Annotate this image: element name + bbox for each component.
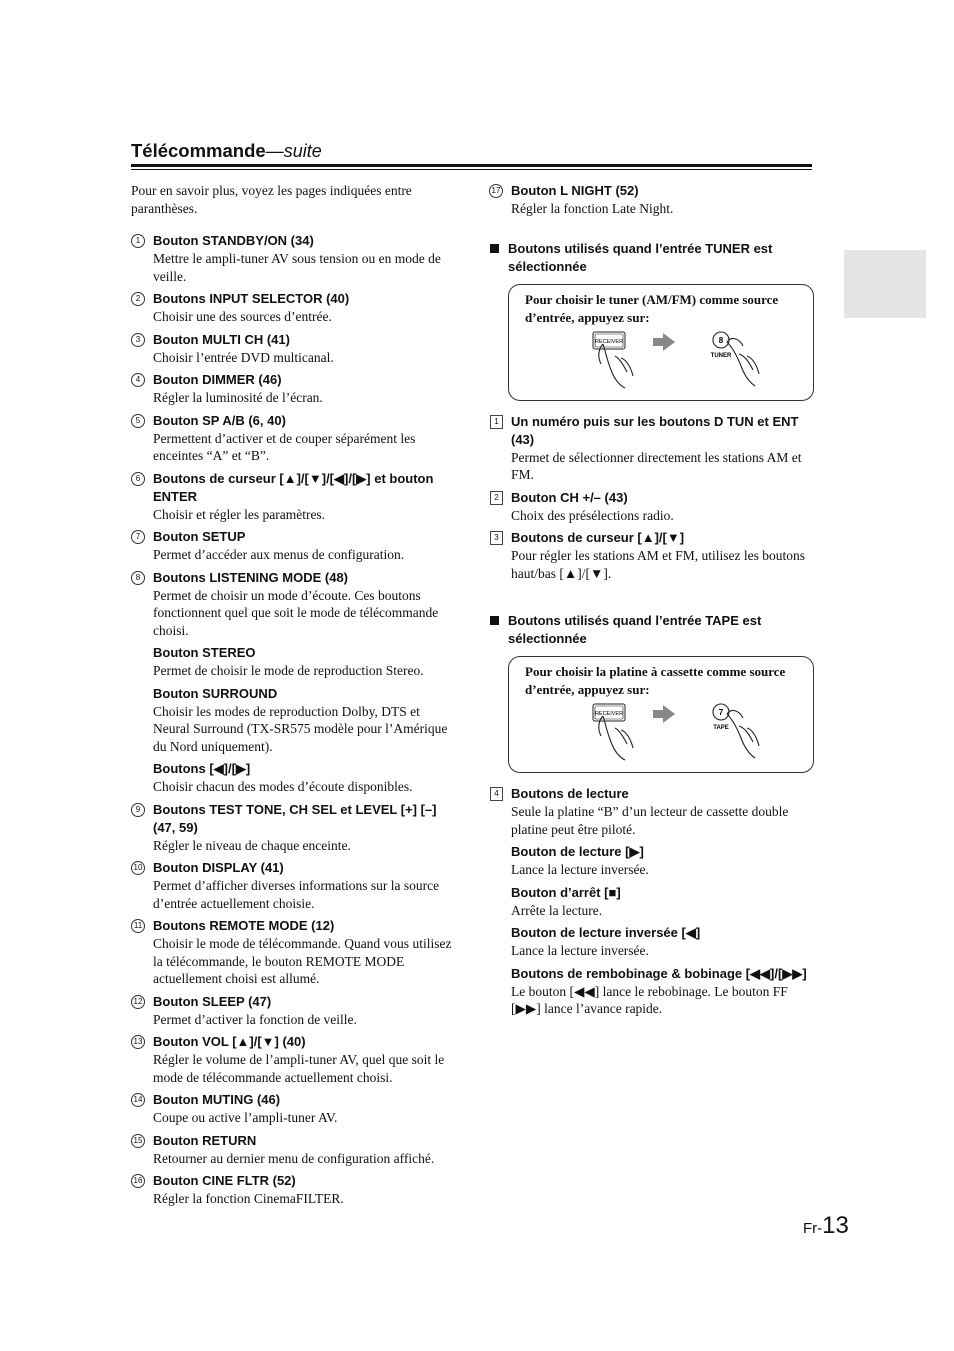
item-number: 16 <box>131 1174 145 1188</box>
item-description: Pour régler les stations AM et FM, utilisez les boutons haut/bas [▲]/[▼]. <box>511 548 805 581</box>
item-number: 4 <box>490 787 503 801</box>
remote-press-illustration <box>581 702 771 764</box>
item-description: Permet de choisir le mode de reproduction Stereo. <box>153 663 424 678</box>
list-item <box>489 785 814 838</box>
receiver-button-label: RECEIVER <box>594 338 624 345</box>
arrow-right-icon <box>653 333 675 351</box>
numeric-button-icon <box>713 704 759 758</box>
list-item <box>489 413 814 484</box>
item-title: Bouton de lecture [▶] <box>511 844 644 859</box>
item-description: Choisir le mode de télécommande. Quand vous utilisez la télécommande, le bouton REMOTE MODE actuellement choisi est allumé. <box>153 936 452 986</box>
list-item <box>131 644 456 680</box>
remote-press-illustration <box>581 330 771 392</box>
item-title: Bouton DIMMER (46) <box>153 372 282 387</box>
item-number: 8 <box>131 571 145 585</box>
item-description: Mettre le ampli-tuner AV sous tension ou en mode de veille. <box>153 251 441 284</box>
item-description: Permet d’accéder aux menus de configuration. <box>153 547 405 562</box>
item-number: 1 <box>131 234 145 248</box>
item-title: Bouton CH +/– (43) <box>511 489 628 505</box>
list-item <box>131 1132 456 1168</box>
item-title: Boutons [◀]/[▶] <box>153 761 251 776</box>
numeric-button-icon <box>711 332 759 386</box>
arrow-right-icon <box>653 705 675 723</box>
item-title: Un numéro puis sur les boutons D TUN et ENT (43) <box>511 413 799 447</box>
list-item <box>131 859 456 912</box>
item-description: Choix des présélections radio. <box>511 507 674 523</box>
item-description: Seule la platine “B” d’un lecteur de cassette double platine peut être piloté. <box>511 804 789 837</box>
item-number: 11 <box>131 919 145 933</box>
item-number: 1 <box>490 415 503 429</box>
right-column <box>489 182 814 1023</box>
numeric-button-number: 8 <box>718 335 724 345</box>
item-description: Permet d’activer la fonction de veille. <box>153 1011 357 1027</box>
item-number: 3 <box>131 333 145 347</box>
item-title: Boutons de curseur [▲]/[▼]/[◀]/[▶] et bouton ENTER <box>153 470 434 504</box>
item-title: Bouton SETUP <box>153 529 246 544</box>
item-number: 2 <box>490 491 503 505</box>
page-title-suite: —suite <box>265 141 322 161</box>
list-item <box>131 232 456 285</box>
list-item <box>489 843 814 879</box>
box-instruction-text: Pour choisir le tuner (AM/FM) comme source d’entrée, appuyez sur: <box>525 291 779 325</box>
item-description: Permet de choisir un mode d’écoute. Ces boutons fonctionnent quel que soit le mode de télécommande choisi. <box>153 587 439 638</box>
side-tab <box>844 250 926 318</box>
item-title: Boutons TEST TONE, CH SEL et LEVEL [+] [–] (47, 59) <box>153 801 437 835</box>
list-item <box>131 993 456 1029</box>
item-number: 14 <box>131 1093 145 1107</box>
header-rule-thin <box>131 169 812 170</box>
tape-section-heading <box>489 612 814 648</box>
left-item-list <box>131 232 456 1208</box>
item-number: 9 <box>131 803 145 817</box>
list-item <box>131 801 456 855</box>
left-column <box>131 182 456 1213</box>
item-number: 7 <box>131 530 145 544</box>
item-number: 15 <box>131 1134 145 1148</box>
item-title: Bouton STEREO <box>153 645 256 660</box>
item-description: Régler la luminosité de l’écran. <box>153 390 323 405</box>
item-description: Régler la fonction Late Night. <box>511 201 674 216</box>
list-item <box>131 412 456 465</box>
item-title: Bouton RETURN <box>153 1132 257 1148</box>
list-item <box>489 529 814 582</box>
page-title: Télécommande <box>131 140 266 161</box>
item-description: Choisir l’entrée DVD multicanal. <box>153 349 334 365</box>
tuner-item-list <box>489 413 814 583</box>
list-item <box>131 331 456 367</box>
page-number-value: 13 <box>822 1212 849 1239</box>
list-item <box>131 685 456 756</box>
item-description: Lance la lecture inversée. <box>511 862 649 877</box>
square-bullet-icon <box>490 244 499 253</box>
receiver-button-icon <box>593 704 633 760</box>
receiver-button-label: RECEIVER <box>594 711 624 717</box>
item-description: Choisir chacun des modes d’écoute disponibles. <box>153 779 413 794</box>
tape-instruction-box <box>508 656 814 773</box>
item-description: Régler le niveau de chaque enceinte. <box>153 837 351 853</box>
item-description: Choisir et régler les paramètres. <box>153 506 326 522</box>
item-number: 6 <box>131 472 145 486</box>
list-item <box>131 1172 456 1208</box>
item-title: Bouton VOL [▲]/[▼] (40) <box>153 1034 306 1049</box>
tuner-section-heading <box>489 240 814 276</box>
tape-item-list <box>489 785 814 1018</box>
item-description: Arrête la lecture. <box>511 902 603 918</box>
item-number: 2 <box>131 292 145 306</box>
item-title: Bouton MULTI CH (41) <box>153 331 290 347</box>
list-item <box>131 760 456 796</box>
page-header <box>131 140 812 162</box>
header-rule-thick <box>131 164 812 167</box>
list-item <box>131 917 456 988</box>
item-title: Bouton MUTING (46) <box>153 1092 281 1107</box>
list-item <box>131 290 456 326</box>
list-item <box>131 1091 456 1127</box>
item-description: Choisir les modes de reproduction Dolby, DTS et Neural Surround (TX-SR575 modèle pour l’Amérique du Nord uniquement). <box>153 703 448 754</box>
list-item <box>489 489 814 525</box>
tuner-instruction-box <box>508 284 814 401</box>
section-title: Boutons utilisés quand l’entrée TUNER est sélectionnée <box>508 240 773 274</box>
list-item <box>131 371 456 407</box>
item-title: Bouton d’arrêt [■] <box>511 884 621 900</box>
item-title: Bouton SLEEP (47) <box>153 993 272 1009</box>
numeric-button-label: TAPE <box>713 725 729 731</box>
item-title: Boutons INPUT SELECTOR (40) <box>153 291 350 306</box>
item-number: 5 <box>131 414 145 428</box>
list-item <box>489 924 814 960</box>
page-number <box>803 1212 849 1240</box>
item-description: Choisir une des sources d’entrée. <box>153 309 332 324</box>
list-item <box>489 965 814 1018</box>
item-description: Permet de sélectionner directement les stations AM et FM. <box>511 449 802 482</box>
item-description: Lance la lecture inversée. <box>511 943 649 958</box>
square-bullet-icon <box>490 616 499 625</box>
item-description: Permettent d’activer et de couper séparément les enceintes “A” et “B”. <box>153 430 416 463</box>
list-item <box>131 1033 456 1086</box>
item-title: Bouton STANDBY/ON (34) <box>153 233 314 248</box>
item-title: Bouton de lecture inversée [◀] <box>511 925 701 940</box>
item-number: 4 <box>131 373 145 387</box>
intro-text: Pour en savoir plus, voyez les pages indiquées entre paranthèses. <box>131 183 412 216</box>
list-item <box>131 569 456 640</box>
item-title: Boutons REMOTE MODE (12) <box>153 918 335 933</box>
item-number: 10 <box>131 861 145 875</box>
item-title: Bouton DISPLAY (41) <box>153 860 284 875</box>
receiver-button-icon <box>593 332 633 388</box>
item-title: Boutons de curseur [▲]/[▼] <box>511 530 685 545</box>
item-description: Retourner au dernier menu de configuration affiché. <box>153 1150 435 1166</box>
list-item <box>131 470 456 524</box>
item-description: Régler le volume de l’ampli-tuner AV, quel que soit le mode de télécommande actuellement choisi. <box>153 1052 445 1085</box>
item-title: Boutons de lecture <box>511 786 629 801</box>
page-number-prefix: Fr- <box>803 1220 823 1237</box>
item-description: Régler la fonction CinemaFILTER. <box>153 1191 344 1206</box>
item-number: 13 <box>131 1035 145 1049</box>
numeric-button-label: TUNER <box>710 352 732 359</box>
item-description: Permet d’afficher diverses informations sur la source d’entrée actuellement choisie. <box>153 878 440 911</box>
item-number: 3 <box>490 531 503 545</box>
item-number: 12 <box>131 995 145 1009</box>
item-title: Bouton CINE FLTR (52) <box>153 1173 296 1188</box>
section-title: Boutons utilisés quand l’entrée TAPE est sélectionnée <box>508 613 762 646</box>
item-title: Bouton SP A/B (6, 40) <box>153 412 286 428</box>
box-instruction-text: Pour choisir la platine à cassette comme source d’entrée, appuyez sur: <box>525 664 786 697</box>
item-number: 17 <box>489 184 503 198</box>
list-item <box>489 884 814 920</box>
item-title: Boutons LISTENING MODE (48) <box>153 569 348 585</box>
item-description: Coupe ou active l’ampli-tuner AV. <box>153 1110 338 1125</box>
item-description: Le bouton [◀◀] lance le rebobinage. Le bouton FF [▶▶] lance l’avance rapide. <box>511 983 788 1016</box>
list-item <box>131 528 456 564</box>
item-title: Bouton SURROUND <box>153 685 278 701</box>
item-title: Bouton L NIGHT (52) <box>511 183 639 198</box>
list-item <box>489 182 814 218</box>
item-title: Boutons de rembobinage & bobinage [◀◀]/[▶▶] <box>511 965 807 981</box>
numeric-button-number: 7 <box>718 708 724 717</box>
